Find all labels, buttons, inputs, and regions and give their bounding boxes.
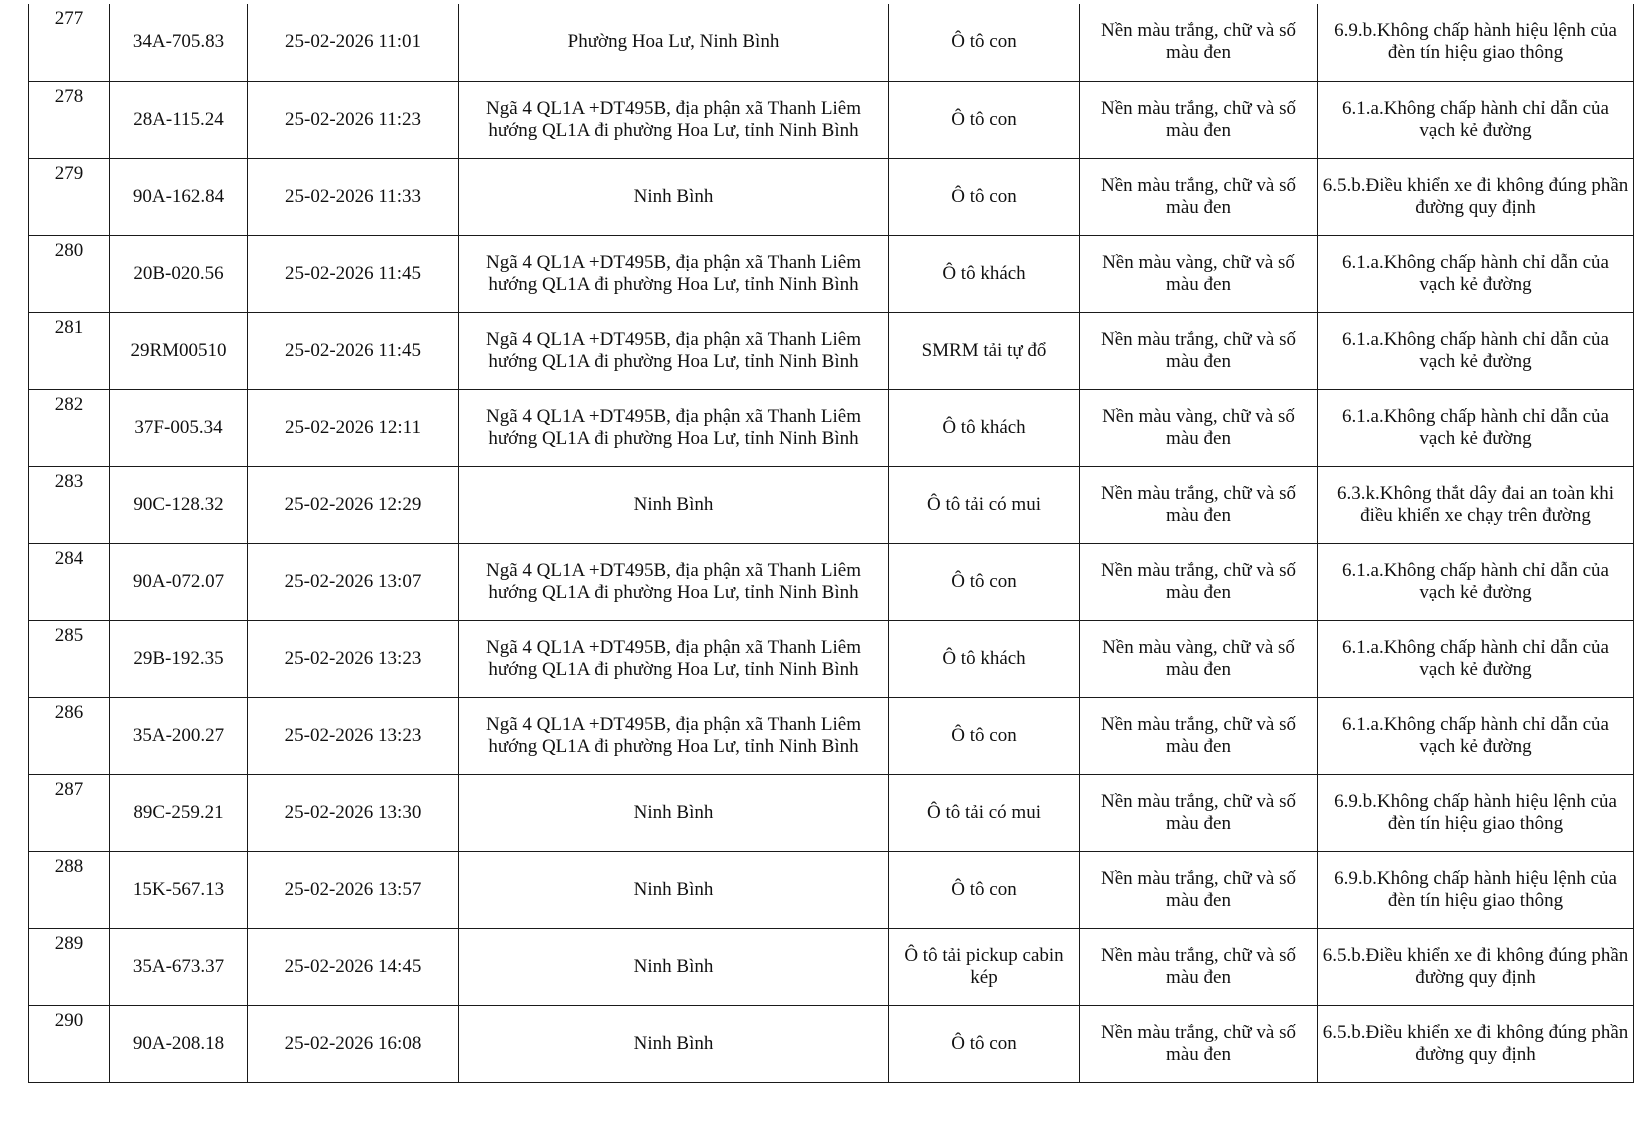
row-number: 282 xyxy=(29,389,110,466)
violation-location: Ngã 4 QL1A +DT495B, địa phận xã Thanh Liêm hướng QL1A đi phường Hoa Lư, tỉnh Ninh Bình xyxy=(459,312,889,389)
license-plate: 28A-115.24 xyxy=(110,81,248,158)
table-row xyxy=(29,774,1634,851)
violation-time: 25-02-2026 11:45 xyxy=(248,312,459,389)
violation-time: 25-02-2026 13:57 xyxy=(248,851,459,928)
vehicle-type: SMRM tải tự đổ xyxy=(889,312,1080,389)
license-plate: 15K-567.13 xyxy=(110,851,248,928)
vehicle-type: Ô tô khách xyxy=(889,620,1080,697)
violation-location: Ninh Bình xyxy=(459,1005,889,1082)
violation-description: 6.9.b.Không chấp hành hiệu lệnh của đèn tín hiệu giao thông xyxy=(1318,851,1634,928)
violation-description: 6.1.a.Không chấp hành chỉ dẫn của vạch kẻ đường xyxy=(1318,81,1634,158)
license-plate: 90A-072.07 xyxy=(110,543,248,620)
row-number: 283 xyxy=(29,466,110,543)
row-number: 279 xyxy=(29,158,110,235)
violation-time: 25-02-2026 12:11 xyxy=(248,389,459,466)
vehicle-type: Ô tô con xyxy=(889,158,1080,235)
vehicle-type: Ô tô con xyxy=(889,543,1080,620)
violation-time: 25-02-2026 13:23 xyxy=(248,620,459,697)
table-row xyxy=(29,4,1634,81)
plate-color: Nền màu trắng, chữ và số màu đen xyxy=(1080,774,1318,851)
table-row xyxy=(29,81,1634,158)
vehicle-type: Ô tô con xyxy=(889,81,1080,158)
vehicle-type: Ô tô khách xyxy=(889,235,1080,312)
plate-color: Nền màu trắng, chữ và số màu đen xyxy=(1080,543,1318,620)
row-number: 285 xyxy=(29,620,110,697)
violations-table xyxy=(28,4,1634,1083)
violation-location: Ngã 4 QL1A +DT495B, địa phận xã Thanh Liêm hướng QL1A đi phường Hoa Lư, tỉnh Ninh Bình xyxy=(459,235,889,312)
violation-description: 6.1.a.Không chấp hành chỉ dẫn của vạch kẻ đường xyxy=(1318,389,1634,466)
vehicle-type: Ô tô tải pickup cabin kép xyxy=(889,928,1080,1005)
table-row xyxy=(29,389,1634,466)
plate-color: Nền màu trắng, chữ và số màu đen xyxy=(1080,4,1318,81)
plate-color: Nền màu trắng, chữ và số màu đen xyxy=(1080,928,1318,1005)
row-number: 287 xyxy=(29,774,110,851)
violation-time: 25-02-2026 13:30 xyxy=(248,774,459,851)
license-plate: 37F-005.34 xyxy=(110,389,248,466)
row-number: 286 xyxy=(29,697,110,774)
violation-description: 6.1.a.Không chấp hành chỉ dẫn của vạch kẻ đường xyxy=(1318,312,1634,389)
plate-color: Nền màu vàng, chữ và số màu đen xyxy=(1080,389,1318,466)
row-number: 290 xyxy=(29,1005,110,1082)
license-plate: 90A-162.84 xyxy=(110,158,248,235)
violation-description: 6.1.a.Không chấp hành chỉ dẫn của vạch kẻ đường xyxy=(1318,620,1634,697)
vehicle-type: Ô tô con xyxy=(889,697,1080,774)
violation-time: 25-02-2026 13:07 xyxy=(248,543,459,620)
plate-color: Nền màu trắng, chữ và số màu đen xyxy=(1080,312,1318,389)
table-row xyxy=(29,697,1634,774)
table-row xyxy=(29,851,1634,928)
row-number: 278 xyxy=(29,81,110,158)
license-plate: 90A-208.18 xyxy=(110,1005,248,1082)
plate-color: Nền màu trắng, chữ và số màu đen xyxy=(1080,81,1318,158)
plate-color: Nền màu vàng, chữ và số màu đen xyxy=(1080,620,1318,697)
vehicle-type: Ô tô tải có mui xyxy=(889,466,1080,543)
violation-location: Ninh Bình xyxy=(459,851,889,928)
license-plate: 20B-020.56 xyxy=(110,235,248,312)
license-plate: 90C-128.32 xyxy=(110,466,248,543)
plate-color: Nền màu trắng, chữ và số màu đen xyxy=(1080,158,1318,235)
violation-time: 25-02-2026 11:01 xyxy=(248,4,459,81)
plate-color: Nền màu trắng, chữ và số màu đen xyxy=(1080,851,1318,928)
license-plate: 34A-705.83 xyxy=(110,4,248,81)
row-number: 289 xyxy=(29,928,110,1005)
violation-description: 6.1.a.Không chấp hành chỉ dẫn của vạch kẻ đường xyxy=(1318,235,1634,312)
vehicle-type: Ô tô khách xyxy=(889,389,1080,466)
table-row xyxy=(29,1005,1634,1082)
license-plate: 35A-200.27 xyxy=(110,697,248,774)
vehicle-type: Ô tô con xyxy=(889,1005,1080,1082)
violation-location: Ninh Bình xyxy=(459,928,889,1005)
violation-description: 6.5.b.Điều khiển xe đi không đúng phần đường quy định xyxy=(1318,928,1634,1005)
table-row xyxy=(29,312,1634,389)
table-row xyxy=(29,235,1634,312)
violation-location: Ninh Bình xyxy=(459,774,889,851)
row-number: 281 xyxy=(29,312,110,389)
plate-color: Nền màu trắng, chữ và số màu đen xyxy=(1080,466,1318,543)
license-plate: 29B-192.35 xyxy=(110,620,248,697)
plate-color: Nền màu trắng, chữ và số màu đen xyxy=(1080,697,1318,774)
violation-location: Ngã 4 QL1A +DT495B, địa phận xã Thanh Liêm hướng QL1A đi phường Hoa Lư, tỉnh Ninh Bình xyxy=(459,81,889,158)
violation-description: 6.1.a.Không chấp hành chỉ dẫn của vạch kẻ đường xyxy=(1318,543,1634,620)
table-row xyxy=(29,620,1634,697)
plate-color: Nền màu vàng, chữ và số màu đen xyxy=(1080,235,1318,312)
violation-description: 6.5.b.Điều khiển xe đi không đúng phần đường quy định xyxy=(1318,1005,1634,1082)
violation-location: Ngã 4 QL1A +DT495B, địa phận xã Thanh Liêm hướng QL1A đi phường Hoa Lư, tỉnh Ninh Bình xyxy=(459,543,889,620)
violation-location: Ngã 4 QL1A +DT495B, địa phận xã Thanh Liêm hướng QL1A đi phường Hoa Lư, tỉnh Ninh Bình xyxy=(459,620,889,697)
row-number: 277 xyxy=(29,4,110,81)
license-plate: 89C-259.21 xyxy=(110,774,248,851)
vehicle-type: Ô tô con xyxy=(889,851,1080,928)
violation-time: 25-02-2026 13:23 xyxy=(248,697,459,774)
violation-location: Ninh Bình xyxy=(459,158,889,235)
license-plate: 35A-673.37 xyxy=(110,928,248,1005)
row-number: 288 xyxy=(29,851,110,928)
row-number: 280 xyxy=(29,235,110,312)
violation-location: Phường Hoa Lư, Ninh Bình xyxy=(459,4,889,81)
violation-time: 25-02-2026 11:23 xyxy=(248,81,459,158)
violation-description: 6.9.b.Không chấp hành hiệu lệnh của đèn tín hiệu giao thông xyxy=(1318,774,1634,851)
violation-time: 25-02-2026 16:08 xyxy=(248,1005,459,1082)
row-number: 284 xyxy=(29,543,110,620)
table-row xyxy=(29,543,1634,620)
violation-location: Ninh Bình xyxy=(459,466,889,543)
violation-time: 25-02-2026 12:29 xyxy=(248,466,459,543)
violation-description: 6.3.k.Không thắt dây đai an toàn khi điều khiển xe chạy trên đường xyxy=(1318,466,1634,543)
table-body xyxy=(29,4,1634,1082)
table-row xyxy=(29,928,1634,1005)
violation-description: 6.1.a.Không chấp hành chỉ dẫn của vạch kẻ đường xyxy=(1318,697,1634,774)
table-row xyxy=(29,158,1634,235)
violation-time: 25-02-2026 14:45 xyxy=(248,928,459,1005)
violation-time: 25-02-2026 11:45 xyxy=(248,235,459,312)
violation-description: 6.5.b.Điều khiển xe đi không đúng phần đường quy định xyxy=(1318,158,1634,235)
violation-description: 6.9.b.Không chấp hành hiệu lệnh của đèn tín hiệu giao thông xyxy=(1318,4,1634,81)
violation-time: 25-02-2026 11:33 xyxy=(248,158,459,235)
vehicle-type: Ô tô con xyxy=(889,4,1080,81)
plate-color: Nền màu trắng, chữ và số màu đen xyxy=(1080,1005,1318,1082)
vehicle-type: Ô tô tải có mui xyxy=(889,774,1080,851)
table-row xyxy=(29,466,1634,543)
license-plate: 29RM00510 xyxy=(110,312,248,389)
violation-location: Ngã 4 QL1A +DT495B, địa phận xã Thanh Liêm hướng QL1A đi phường Hoa Lư, tỉnh Ninh Bình xyxy=(459,697,889,774)
violation-location: Ngã 4 QL1A +DT495B, địa phận xã Thanh Liêm hướng QL1A đi phường Hoa Lư, tỉnh Ninh Bình xyxy=(459,389,889,466)
